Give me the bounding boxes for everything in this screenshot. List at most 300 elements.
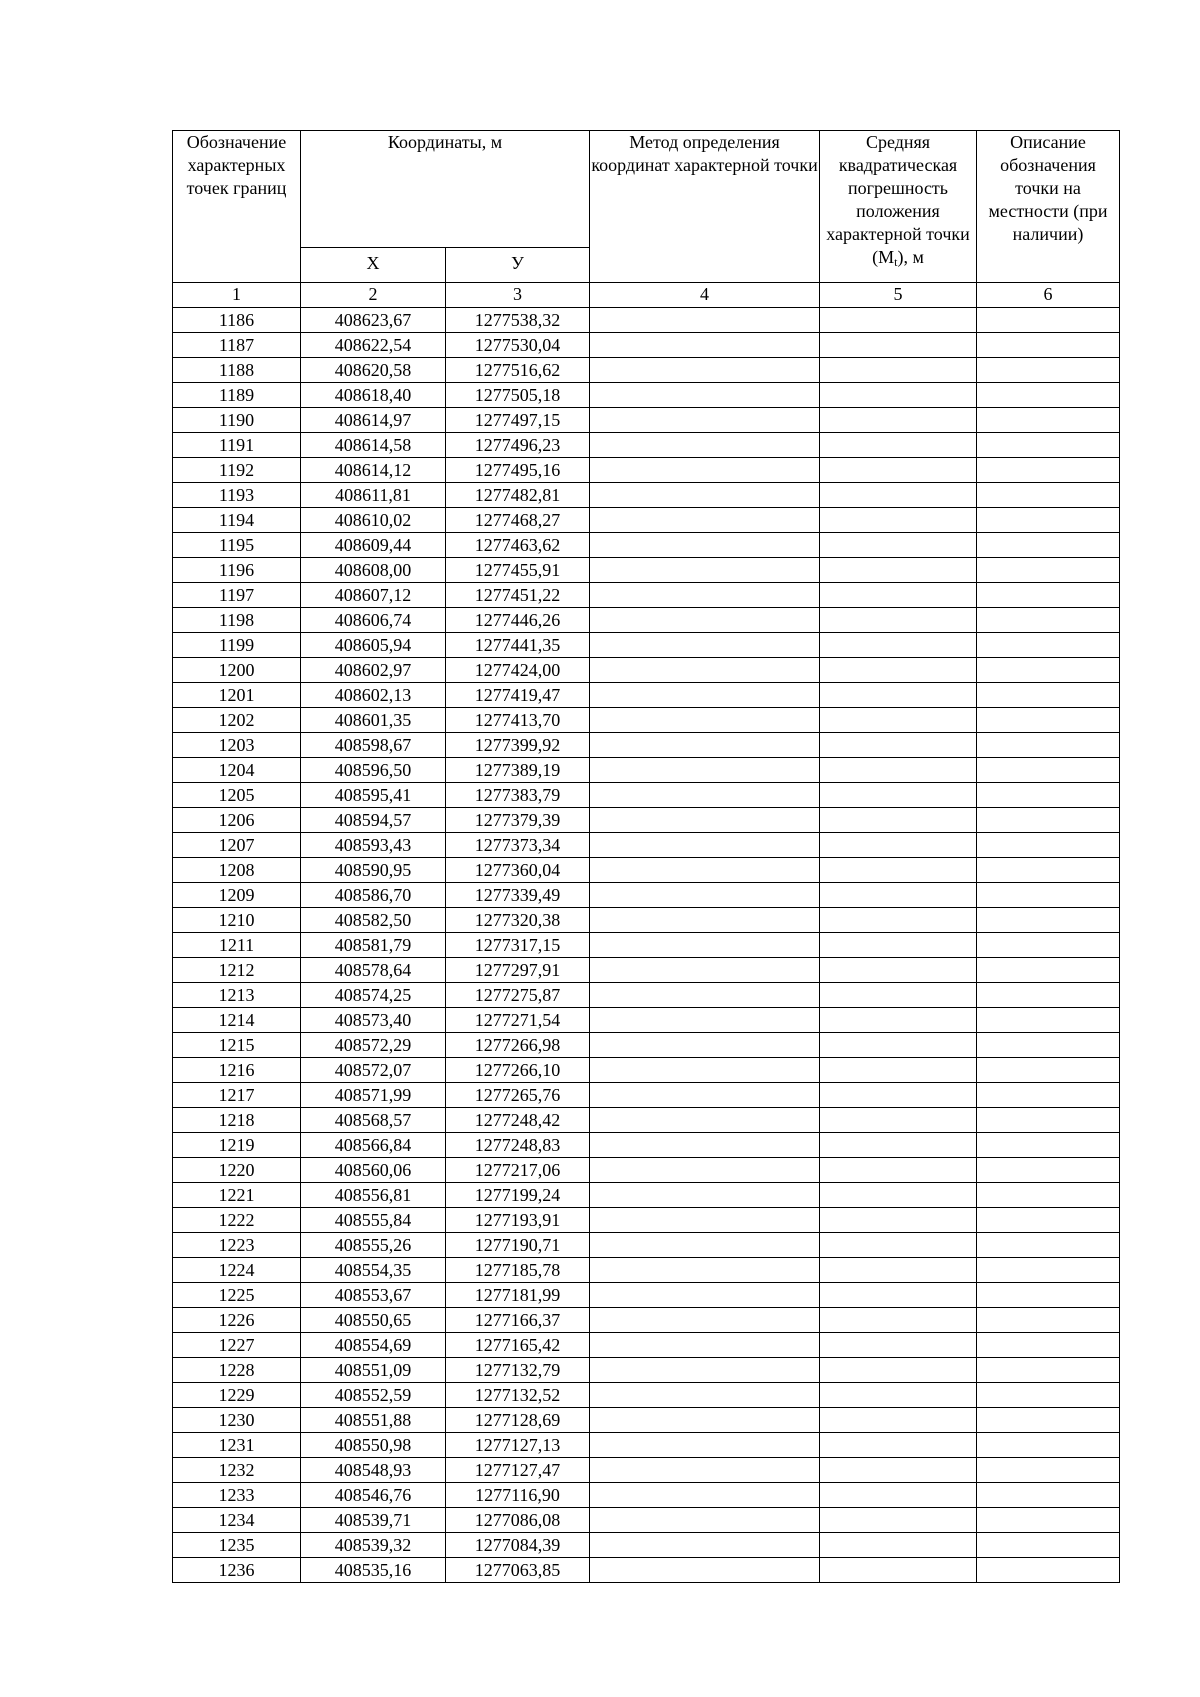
x-coordinate-cell: 408556,81: [301, 1183, 446, 1208]
y-coordinate-cell: 1277495,16: [446, 458, 590, 483]
x-coordinate-cell: 408572,29: [301, 1033, 446, 1058]
x-coordinate-cell: 408574,25: [301, 983, 446, 1008]
x-coordinate-cell: 408539,71: [301, 1508, 446, 1533]
method-cell: [590, 408, 820, 433]
mean-error-cell: [820, 1308, 977, 1333]
table-row: [173, 833, 1120, 858]
y-coordinate-cell: 1277441,35: [446, 633, 590, 658]
point-number-cell: 1204: [173, 758, 301, 783]
method-cell: [590, 1383, 820, 1408]
method-cell: [590, 1058, 820, 1083]
y-coordinate-cell: 1277413,70: [446, 708, 590, 733]
point-number-cell: 1187: [173, 333, 301, 358]
mean-error-cell: [820, 808, 977, 833]
mean-error-cell: [820, 633, 977, 658]
mean-error-cell: [820, 783, 977, 808]
method-cell: [590, 1158, 820, 1183]
point-number-cell: 1210: [173, 908, 301, 933]
point-number-cell: 1200: [173, 658, 301, 683]
description-cell: [977, 658, 1120, 683]
point-number-cell: 1222: [173, 1208, 301, 1233]
y-coordinate-cell: 1277339,49: [446, 883, 590, 908]
description-cell: [977, 533, 1120, 558]
table-row: [173, 1408, 1120, 1433]
column-number-row: [173, 283, 1120, 308]
table-row: [173, 483, 1120, 508]
y-coordinate-cell: 1277497,15: [446, 408, 590, 433]
x-coordinate-cell: 408607,12: [301, 583, 446, 608]
description-cell: [977, 1333, 1120, 1358]
method-cell: [590, 1508, 820, 1533]
point-number-cell: 1223: [173, 1233, 301, 1258]
table-row: [173, 383, 1120, 408]
table-row: [173, 1008, 1120, 1033]
description-cell: [977, 483, 1120, 508]
x-coordinate-cell: 408539,32: [301, 1533, 446, 1558]
point-number-cell: 1235: [173, 1533, 301, 1558]
description-cell: [977, 1108, 1120, 1133]
y-coordinate-cell: 1277265,76: [446, 1083, 590, 1108]
y-coordinate-cell: 1277271,54: [446, 1008, 590, 1033]
mean-error-cell: [820, 733, 977, 758]
y-coordinate-cell: 1277248,42: [446, 1108, 590, 1133]
method-cell: [590, 1233, 820, 1258]
header-coordinates: Координаты, м: [301, 131, 590, 248]
x-coordinate-cell: 408608,00: [301, 558, 446, 583]
x-coordinate-cell: 408554,35: [301, 1258, 446, 1283]
mean-error-cell: [820, 358, 977, 383]
y-coordinate-cell: 1277379,39: [446, 808, 590, 833]
x-coordinate-cell: 408602,97: [301, 658, 446, 683]
mean-error-cell: [820, 933, 977, 958]
table-row: [173, 1458, 1120, 1483]
description-cell: [977, 683, 1120, 708]
mean-error-cell: [820, 1008, 977, 1033]
description-cell: [977, 1358, 1120, 1383]
description-cell: [977, 308, 1120, 333]
mean-error-cell: [820, 1158, 977, 1183]
y-coordinate-cell: 1277360,04: [446, 858, 590, 883]
mean-error-cell: [820, 908, 977, 933]
y-coordinate-cell: 1277482,81: [446, 483, 590, 508]
mean-error-cell: [820, 1483, 977, 1508]
table-row: [173, 1208, 1120, 1233]
y-coordinate-cell: 1277516,62: [446, 358, 590, 383]
point-number-cell: 1221: [173, 1183, 301, 1208]
table-row: [173, 1383, 1120, 1408]
mean-error-cell: [820, 1358, 977, 1383]
mean-error-cell: [820, 1533, 977, 1558]
x-coordinate-cell: 408581,79: [301, 933, 446, 958]
header-point-designation: Обозначение характерных точек границ: [173, 131, 301, 283]
x-coordinate-cell: 408535,16: [301, 1558, 446, 1583]
point-number-cell: 1193: [173, 483, 301, 508]
y-coordinate-cell: 1277538,32: [446, 308, 590, 333]
y-coordinate-cell: 1277086,08: [446, 1508, 590, 1533]
point-number-cell: 1212: [173, 958, 301, 983]
y-coordinate-cell: 1277199,24: [446, 1183, 590, 1208]
description-cell: [977, 383, 1120, 408]
point-number-cell: 1197: [173, 583, 301, 608]
table-row: [173, 583, 1120, 608]
header-mean-error: [820, 131, 977, 283]
x-coordinate-cell: 408614,97: [301, 408, 446, 433]
y-coordinate-cell: 1277165,42: [446, 1333, 590, 1358]
y-coordinate-cell: 1277383,79: [446, 783, 590, 808]
y-coordinate-cell: 1277297,91: [446, 958, 590, 983]
method-cell: [590, 508, 820, 533]
method-cell: [590, 1108, 820, 1133]
y-coordinate-cell: 1277389,19: [446, 758, 590, 783]
description-cell: [977, 1083, 1120, 1108]
mean-error-cell: [820, 1433, 977, 1458]
mean-error-cell: [820, 1183, 977, 1208]
point-number-cell: 1203: [173, 733, 301, 758]
method-cell: [590, 958, 820, 983]
header-mean-error-subscript: t: [894, 255, 898, 269]
mean-error-cell: [820, 333, 977, 358]
table-row: [173, 808, 1120, 833]
method-cell: [590, 458, 820, 483]
x-coordinate-cell: 408546,76: [301, 1483, 446, 1508]
mean-error-cell: [820, 708, 977, 733]
table-row: [173, 1558, 1120, 1583]
mean-error-cell: [820, 1258, 977, 1283]
table-row: [173, 1133, 1120, 1158]
point-number-cell: 1234: [173, 1508, 301, 1533]
table-row: [173, 1433, 1120, 1458]
method-cell: [590, 1008, 820, 1033]
description-cell: [977, 1558, 1120, 1583]
table-row: [173, 933, 1120, 958]
method-cell: [590, 1183, 820, 1208]
y-coordinate-cell: 1277084,39: [446, 1533, 590, 1558]
y-coordinate-cell: 1277127,47: [446, 1458, 590, 1483]
y-coordinate-cell: 1277455,91: [446, 558, 590, 583]
x-coordinate-cell: 408601,35: [301, 708, 446, 733]
point-number-cell: 1213: [173, 983, 301, 1008]
mean-error-cell: [820, 758, 977, 783]
table-row: [173, 408, 1120, 433]
y-coordinate-cell: 1277496,23: [446, 433, 590, 458]
method-cell: [590, 1033, 820, 1058]
table-row: [173, 758, 1120, 783]
description-cell: [977, 733, 1120, 758]
table-row: [173, 1258, 1120, 1283]
mean-error-cell: [820, 483, 977, 508]
description-cell: [977, 1133, 1120, 1158]
method-cell: [590, 733, 820, 758]
y-coordinate-cell: 1277116,90: [446, 1483, 590, 1508]
method-cell: [590, 1433, 820, 1458]
column-number: 4: [590, 283, 820, 308]
point-number-cell: 1189: [173, 383, 301, 408]
description-cell: [977, 983, 1120, 1008]
y-coordinate-cell: 1277530,04: [446, 333, 590, 358]
mean-error-cell: [820, 1508, 977, 1533]
point-number-cell: 1230: [173, 1408, 301, 1433]
table-row: [173, 358, 1120, 383]
x-coordinate-cell: 408598,67: [301, 733, 446, 758]
method-cell: [590, 1333, 820, 1358]
x-coordinate-cell: 408622,54: [301, 333, 446, 358]
description-cell: [977, 1183, 1120, 1208]
method-cell: [590, 608, 820, 633]
x-coordinate-cell: 408566,84: [301, 1133, 446, 1158]
header-description: Описание обозначения точки на местности (при наличии): [977, 131, 1120, 283]
table-row: [173, 658, 1120, 683]
column-number: 6: [977, 283, 1120, 308]
y-coordinate-cell: 1277317,15: [446, 933, 590, 958]
table-row: [173, 1108, 1120, 1133]
x-coordinate-cell: 408593,43: [301, 833, 446, 858]
description-cell: [977, 1033, 1120, 1058]
y-coordinate-cell: 1277419,47: [446, 683, 590, 708]
x-coordinate-cell: 408620,58: [301, 358, 446, 383]
description-cell: [977, 1508, 1120, 1533]
column-number: 1: [173, 283, 301, 308]
mean-error-cell: [820, 1033, 977, 1058]
y-coordinate-cell: 1277217,06: [446, 1158, 590, 1183]
x-coordinate-cell: 408571,99: [301, 1083, 446, 1108]
point-number-cell: 1191: [173, 433, 301, 458]
description-cell: [977, 758, 1120, 783]
y-coordinate-cell: 1277166,37: [446, 1308, 590, 1333]
table-row: [173, 1283, 1120, 1308]
mean-error-cell: [820, 658, 977, 683]
mean-error-cell: [820, 1133, 977, 1158]
table-row: [173, 858, 1120, 883]
point-number-cell: 1209: [173, 883, 301, 908]
method-cell: [590, 1358, 820, 1383]
x-coordinate-cell: 408552,59: [301, 1383, 446, 1408]
y-coordinate-cell: 1277190,71: [446, 1233, 590, 1258]
x-coordinate-cell: 408555,26: [301, 1233, 446, 1258]
method-cell: [590, 983, 820, 1008]
table-row: [173, 1358, 1120, 1383]
description-cell: [977, 1208, 1120, 1233]
method-cell: [590, 908, 820, 933]
y-coordinate-cell: 1277248,83: [446, 1133, 590, 1158]
point-number-cell: 1188: [173, 358, 301, 383]
description-cell: [977, 1058, 1120, 1083]
point-number-cell: 1201: [173, 683, 301, 708]
point-number-cell: 1196: [173, 558, 301, 583]
description-cell: [977, 633, 1120, 658]
x-coordinate-cell: 408555,84: [301, 1208, 446, 1233]
x-coordinate-cell: 408550,98: [301, 1433, 446, 1458]
mean-error-cell: [820, 1233, 977, 1258]
mean-error-cell: [820, 983, 977, 1008]
table-row: [173, 1083, 1120, 1108]
method-cell: [590, 308, 820, 333]
table-row: [173, 458, 1120, 483]
description-cell: [977, 433, 1120, 458]
x-coordinate-cell: 408578,64: [301, 958, 446, 983]
point-number-cell: 1226: [173, 1308, 301, 1333]
table-row: [173, 883, 1120, 908]
method-cell: [590, 1308, 820, 1333]
table-row: [173, 508, 1120, 533]
y-coordinate-cell: 1277505,18: [446, 383, 590, 408]
x-coordinate-cell: 408606,74: [301, 608, 446, 633]
method-cell: [590, 1133, 820, 1158]
y-coordinate-cell: 1277181,99: [446, 1283, 590, 1308]
mean-error-cell: [820, 1058, 977, 1083]
point-number-cell: 1186: [173, 308, 301, 333]
method-cell: [590, 1208, 820, 1233]
x-coordinate-cell: 408572,07: [301, 1058, 446, 1083]
y-coordinate-cell: 1277185,78: [446, 1258, 590, 1283]
x-coordinate-cell: 408560,06: [301, 1158, 446, 1183]
x-coordinate-cell: 408582,50: [301, 908, 446, 933]
description-cell: [977, 333, 1120, 358]
point-number-cell: 1199: [173, 633, 301, 658]
table-row: [173, 433, 1120, 458]
point-number-cell: 1206: [173, 808, 301, 833]
description-cell: [977, 858, 1120, 883]
table-row: [173, 1183, 1120, 1208]
y-coordinate-cell: 1277132,52: [446, 1383, 590, 1408]
x-coordinate-cell: 408623,67: [301, 308, 446, 333]
table-row: [173, 608, 1120, 633]
table-row: [173, 958, 1120, 983]
x-coordinate-cell: 408614,58: [301, 433, 446, 458]
point-number-cell: 1194: [173, 508, 301, 533]
y-coordinate-cell: 1277132,79: [446, 1358, 590, 1383]
coordinates-table: [172, 130, 1120, 1583]
point-number-cell: 1231: [173, 1433, 301, 1458]
description-cell: [977, 783, 1120, 808]
mean-error-cell: [820, 533, 977, 558]
method-cell: [590, 858, 820, 883]
point-number-cell: 1236: [173, 1558, 301, 1583]
y-coordinate-cell: 1277399,92: [446, 733, 590, 758]
method-cell: [590, 333, 820, 358]
x-coordinate-cell: 408551,09: [301, 1358, 446, 1383]
point-number-cell: 1211: [173, 933, 301, 958]
y-coordinate-cell: 1277424,00: [446, 658, 590, 683]
method-cell: [590, 483, 820, 508]
header-method: Метод определения координат характерной точки: [590, 131, 820, 283]
point-number-cell: 1227: [173, 1333, 301, 1358]
y-coordinate-cell: 1277128,69: [446, 1408, 590, 1433]
point-number-cell: 1224: [173, 1258, 301, 1283]
table-row: [173, 1508, 1120, 1533]
point-number-cell: 1208: [173, 858, 301, 883]
header-row: [173, 131, 1120, 248]
y-coordinate-cell: 1277463,62: [446, 533, 590, 558]
method-cell: [590, 1483, 820, 1508]
table-row: [173, 308, 1120, 333]
column-number: 5: [820, 283, 977, 308]
x-coordinate-cell: 408573,40: [301, 1008, 446, 1033]
table-row: [173, 1308, 1120, 1333]
description-cell: [977, 1008, 1120, 1033]
table-body: [173, 308, 1120, 1583]
method-cell: [590, 1558, 820, 1583]
method-cell: [590, 758, 820, 783]
description-cell: [977, 558, 1120, 583]
point-number-cell: 1198: [173, 608, 301, 633]
mean-error-cell: [820, 558, 977, 583]
mean-error-cell: [820, 1333, 977, 1358]
method-cell: [590, 1258, 820, 1283]
description-cell: [977, 1283, 1120, 1308]
point-number-cell: 1207: [173, 833, 301, 858]
x-coordinate-cell: 408551,88: [301, 1408, 446, 1433]
mean-error-cell: [820, 958, 977, 983]
description-cell: [977, 1408, 1120, 1433]
y-coordinate-cell: 1277193,91: [446, 1208, 590, 1233]
description-cell: [977, 1158, 1120, 1183]
description-cell: [977, 1458, 1120, 1483]
column-number: 2: [301, 283, 446, 308]
x-coordinate-cell: 408553,67: [301, 1283, 446, 1308]
mean-error-cell: [820, 1208, 977, 1233]
point-number-cell: 1216: [173, 1058, 301, 1083]
y-coordinate-cell: 1277063,85: [446, 1558, 590, 1583]
mean-error-cell: [820, 308, 977, 333]
table-row: [173, 1333, 1120, 1358]
description-cell: [977, 508, 1120, 533]
method-cell: [590, 1283, 820, 1308]
mean-error-cell: [820, 833, 977, 858]
point-number-cell: 1225: [173, 1283, 301, 1308]
description-cell: [977, 358, 1120, 383]
point-number-cell: 1214: [173, 1008, 301, 1033]
x-coordinate-cell: 408609,44: [301, 533, 446, 558]
point-number-cell: 1218: [173, 1108, 301, 1133]
description-cell: [977, 933, 1120, 958]
x-coordinate-cell: 408554,69: [301, 1333, 446, 1358]
table-row: [173, 1533, 1120, 1558]
description-cell: [977, 958, 1120, 983]
point-number-cell: 1190: [173, 408, 301, 433]
method-cell: [590, 883, 820, 908]
header-y: У: [446, 248, 590, 283]
table-row: [173, 633, 1120, 658]
y-coordinate-cell: 1277266,10: [446, 1058, 590, 1083]
point-number-cell: 1215: [173, 1033, 301, 1058]
description-cell: [977, 833, 1120, 858]
table-row: [173, 533, 1120, 558]
x-coordinate-cell: 408611,81: [301, 483, 446, 508]
method-cell: [590, 683, 820, 708]
table-row: [173, 908, 1120, 933]
table-row: [173, 333, 1120, 358]
point-number-cell: 1219: [173, 1133, 301, 1158]
x-coordinate-cell: 408595,41: [301, 783, 446, 808]
table-row: [173, 983, 1120, 1008]
description-cell: [977, 808, 1120, 833]
x-coordinate-cell: 408548,93: [301, 1458, 446, 1483]
method-cell: [590, 1408, 820, 1433]
mean-error-cell: [820, 858, 977, 883]
mean-error-cell: [820, 433, 977, 458]
y-coordinate-cell: 1277373,34: [446, 833, 590, 858]
x-coordinate-cell: 408618,40: [301, 383, 446, 408]
mean-error-cell: [820, 683, 977, 708]
description-cell: [977, 883, 1120, 908]
mean-error-cell: [820, 1408, 977, 1433]
description-cell: [977, 408, 1120, 433]
description-cell: [977, 908, 1120, 933]
point-number-cell: 1217: [173, 1083, 301, 1108]
method-cell: [590, 833, 820, 858]
point-number-cell: 1229: [173, 1383, 301, 1408]
table-row: [173, 1033, 1120, 1058]
